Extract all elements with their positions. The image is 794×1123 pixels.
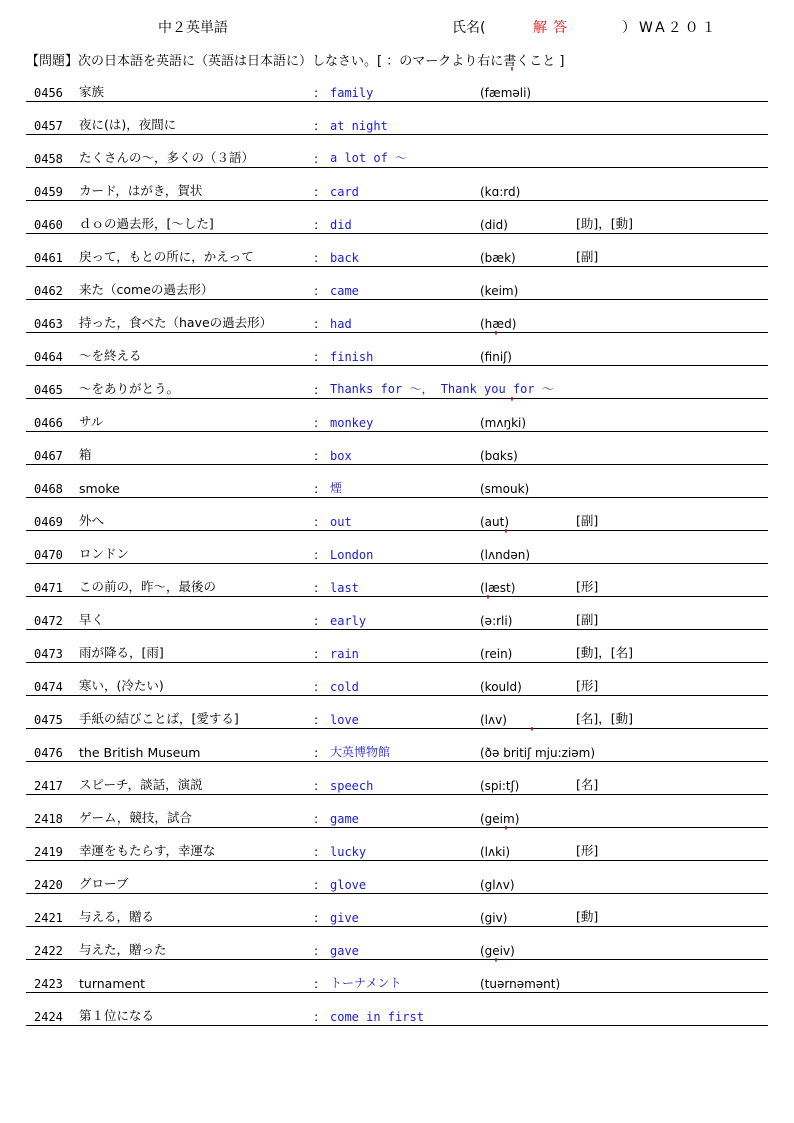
answer-marker: : (314, 382, 319, 397)
question-text: 第１位になる (79, 1008, 155, 1023)
answer-text: had (330, 317, 352, 331)
question-text: turnament (79, 976, 146, 991)
entry-number: 2419 (34, 845, 63, 859)
part-of-speech: [名]，[動] (576, 711, 634, 726)
answer-marker: : (314, 976, 319, 991)
question-text: たくさんの～，多くの（３語） (79, 150, 255, 165)
question-text: グローブ (79, 876, 129, 891)
answer-marker: : (314, 778, 319, 793)
part-of-speech: [形] (576, 579, 599, 594)
pronunciation: (geiv) (480, 944, 515, 958)
answer-text: love (330, 713, 359, 727)
vocab-row (26, 794, 768, 828)
answer-marker: : (314, 514, 319, 529)
pronunciation: (fæməli) (480, 86, 532, 100)
entry-number: 2423 (34, 977, 63, 991)
vocab-row (26, 365, 768, 399)
vocab-row (26, 68, 768, 102)
vocab-row (26, 761, 768, 795)
part-of-speech: [形] (576, 678, 599, 693)
pronunciation: (tuərnəmənt) (480, 977, 561, 991)
question-text: ロンドン (79, 546, 130, 561)
vocab-row (26, 629, 768, 663)
pronunciation: (finiʃ) (480, 350, 512, 364)
pronunciation: (hæd) (480, 317, 517, 331)
part-of-speech: [形] (576, 843, 599, 858)
pronunciation: (bæk) (480, 251, 516, 265)
answer-marker: : (314, 613, 319, 628)
pronunciation: (keim) (480, 284, 519, 298)
vocab-row (26, 728, 768, 762)
pronunciation: (kould) (480, 680, 522, 694)
entry-number: 0471 (34, 581, 63, 595)
answer-text: early (330, 614, 367, 628)
answer-marker: : (314, 745, 319, 760)
answer-text: a lot of ～ (330, 151, 408, 165)
entry-number: 0467 (34, 449, 63, 463)
vocab-row (26, 563, 768, 597)
part-of-speech: [名] (576, 777, 599, 792)
entry-number: 0473 (34, 647, 63, 661)
entry-number: 0461 (34, 251, 63, 265)
answer-text: 大英博物館 (330, 745, 391, 759)
answer-text: monkey (330, 416, 374, 430)
question-text: 家族 (79, 84, 105, 99)
pronunciation: (lʌki) (480, 845, 511, 859)
entry-number: 0468 (34, 482, 63, 496)
answer-text: speech (330, 779, 374, 793)
answer-text: card (330, 185, 359, 199)
vocab-row (26, 266, 768, 300)
question-text: ～を終える (79, 348, 142, 363)
answer-marker: : (314, 85, 319, 100)
vocab-row (26, 827, 768, 861)
pronunciation: (smouk) (480, 482, 530, 496)
question-text: 戻って，もとの所に，かえって (79, 249, 254, 264)
question-text: 幸運をもたらす，幸運な (79, 843, 216, 858)
answer-text: come in first (330, 1010, 424, 1024)
answer-text: cold (330, 680, 359, 694)
answer-marker: : (314, 811, 319, 826)
answer-marker: : (314, 712, 319, 727)
entry-number: 2418 (34, 812, 63, 826)
answer-marker: : (314, 184, 319, 199)
answer-marker: : (314, 250, 319, 265)
answer-marker: : (314, 1009, 319, 1024)
entry-number: 0457 (34, 119, 63, 133)
stress-mark-icon: ' (494, 957, 498, 972)
entry-number: 0464 (34, 350, 63, 364)
vocab-row (26, 299, 768, 333)
answer-marker: : (314, 118, 319, 133)
pronunciation: (ə:rli) (480, 614, 513, 628)
answer-text: did (330, 218, 352, 232)
stress-mark-icon: ' (530, 726, 534, 741)
vocab-row (26, 233, 768, 267)
answer-marker: : (314, 679, 319, 694)
answer-marker: : (314, 349, 319, 364)
entry-number: 0465 (34, 383, 63, 397)
entry-number: 0476 (34, 746, 63, 760)
question-text: スピーチ，談話，演説 (79, 777, 203, 792)
part-of-speech: [副] (576, 513, 599, 528)
part-of-speech: [副] (576, 249, 599, 264)
pronunciation: (giv) (480, 911, 508, 925)
answer-text: Thanks for ～， Thank you for ～ (330, 382, 554, 396)
vocab-row (26, 398, 768, 432)
vocab-row (26, 464, 768, 498)
vocab-row (26, 167, 768, 201)
question-text: smoke (79, 481, 120, 496)
question-text: 早く (79, 612, 105, 627)
entry-number: 0463 (34, 317, 63, 331)
question-text: サル (79, 414, 104, 429)
question-text: the British Museum (79, 745, 201, 760)
answer-text: came (330, 284, 359, 298)
answer-text: lucky (330, 845, 367, 859)
question-text: 寒い，(冷たい) (79, 678, 164, 693)
stress-mark-icon: ' (504, 528, 508, 543)
question-text: ｄｏの過去形，[～した] (79, 216, 214, 231)
answer-marker: : (314, 580, 319, 595)
answer-text: back (330, 251, 359, 265)
pronunciation: (aut) (480, 515, 510, 529)
answer-marker: : (314, 646, 319, 661)
pronunciation: (kɑ:rd) (480, 185, 521, 199)
question-text: 与える，贈る (79, 909, 155, 924)
answer-marker: : (314, 151, 319, 166)
answer-text: glove (330, 878, 367, 892)
answer-text: finish (330, 350, 374, 364)
answer-marker: : (314, 877, 319, 892)
vocab-row (26, 959, 768, 993)
answer-text: game (330, 812, 359, 826)
instruction: 【問題】次の日本語を英語に（英語は日本語に）しなさい。[ ：のマークより右に書くこと ] (26, 54, 565, 69)
pronunciation: (læst) (480, 581, 516, 595)
entry-number: 0462 (34, 284, 63, 298)
vocab-row (26, 497, 768, 531)
answer-text: box (330, 449, 352, 463)
question-text: 手紙の結びことば，[愛する] (79, 711, 239, 726)
entry-number: 2422 (34, 944, 63, 958)
pronunciation: (did) (480, 218, 508, 232)
answer-text: at night (330, 119, 388, 133)
vocab-row (26, 860, 768, 894)
question-text: 持った，食べた（haveの過去形） (79, 315, 273, 330)
question-text: 夜に(は)，夜間に (79, 117, 177, 132)
pronunciation: (bɑks) (480, 449, 518, 463)
question-text: 箱 (79, 447, 92, 462)
entry-number: 0474 (34, 680, 63, 694)
answer-text: gave (330, 944, 359, 958)
page-title: 中２英単語 (158, 20, 228, 36)
vocab-row (26, 101, 768, 135)
question-text: 雨が降る，[雨] (79, 645, 164, 660)
vocab-row (26, 662, 768, 696)
answer-marker: : (314, 943, 319, 958)
entry-number: 0475 (34, 713, 63, 727)
question-text: ～をありがとう。 (79, 381, 180, 396)
entry-number: 0456 (34, 86, 63, 100)
answer-text: トーナメント (330, 976, 402, 990)
answer-marker: : (314, 415, 319, 430)
answer-text: London (330, 548, 374, 562)
worksheet-code: ）WA２０１ (622, 20, 719, 36)
entry-number: 0472 (34, 614, 63, 628)
answer-stamp: 解答 (533, 20, 573, 36)
stress-mark-icon: ' (486, 594, 490, 609)
vocab-row (26, 332, 768, 366)
entry-number: 2424 (34, 1010, 63, 1024)
vocab-row (26, 596, 768, 630)
entry-number: 2417 (34, 779, 63, 793)
question-text: ゲーム，競技，試合 (79, 810, 192, 825)
pronunciation: (mʌŋki) (480, 416, 527, 430)
vocab-row (26, 992, 768, 1026)
stress-mark-icon: ' (510, 66, 514, 81)
stress-mark-icon: ' (494, 330, 498, 345)
answer-text: family (330, 86, 374, 100)
vocab-row (26, 134, 768, 168)
answer-marker: : (314, 910, 319, 925)
vocab-row (26, 200, 768, 234)
question-text: カード，はがき，賀状 (79, 183, 203, 198)
entry-number: 0470 (34, 548, 63, 562)
stress-mark-icon: ' (504, 825, 508, 840)
answer-marker: : (314, 481, 319, 496)
entry-number: 0460 (34, 218, 63, 232)
question-text: 外へ (79, 513, 105, 528)
pronunciation: (geim) (480, 812, 520, 826)
answer-text: out (330, 515, 352, 529)
answer-text: give (330, 911, 359, 925)
question-text: 与えた，贈った (79, 942, 167, 957)
vocab-row (26, 695, 768, 729)
entry-number: 2421 (34, 911, 63, 925)
part-of-speech: [動] (576, 909, 599, 924)
answer-text: last (330, 581, 359, 595)
entry-number: 0466 (34, 416, 63, 430)
answer-text: 煙 (330, 481, 343, 495)
name-label: 氏名( (452, 20, 486, 36)
pronunciation: (ðə britiʃ mju:ziəm) (480, 746, 596, 760)
answer-text: rain (330, 647, 359, 661)
entry-number: 2420 (34, 878, 63, 892)
answer-marker: : (314, 448, 319, 463)
question-text: 来た（comeの過去形） (79, 282, 214, 297)
question-text: この前の，昨～，最後の (79, 579, 217, 594)
vocab-row (26, 926, 768, 960)
entry-number: 0458 (34, 152, 63, 166)
pronunciation: (lʌndən) (480, 548, 531, 562)
stress-mark-icon: ' (510, 396, 514, 411)
vocab-row (26, 893, 768, 927)
vocab-row (26, 530, 768, 564)
answer-marker: : (314, 217, 319, 232)
answer-marker: : (314, 283, 319, 298)
pronunciation: (lʌv) (480, 713, 507, 727)
pronunciation: (glʌv) (480, 878, 515, 892)
vocab-row (26, 431, 768, 465)
part-of-speech: [副] (576, 612, 599, 627)
entry-number: 0459 (34, 185, 63, 199)
answer-marker: : (314, 316, 319, 331)
pronunciation: (rein) (480, 647, 513, 661)
pronunciation: (spi:tʃ) (480, 779, 520, 793)
entry-number: 0469 (34, 515, 63, 529)
part-of-speech: [助]，[動] (576, 216, 634, 231)
answer-marker: : (314, 844, 319, 859)
answer-marker: : (314, 547, 319, 562)
part-of-speech: [動]，[名] (576, 645, 634, 660)
